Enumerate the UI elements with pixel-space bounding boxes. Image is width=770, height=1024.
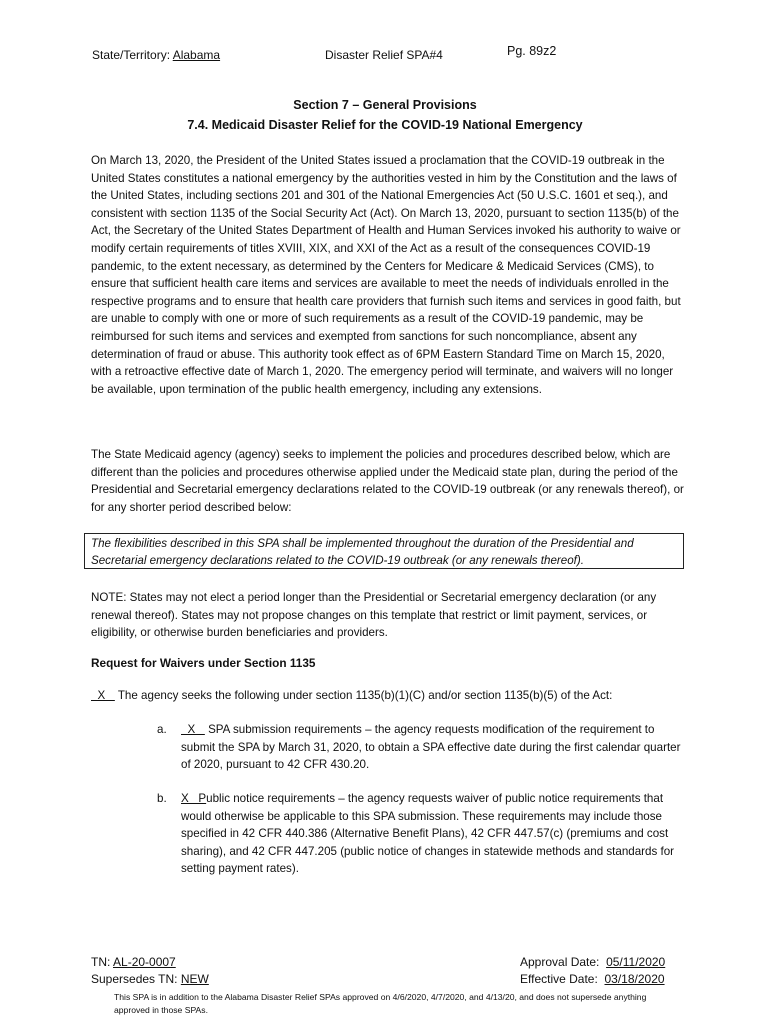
- effective-value: 03/18/2020: [604, 972, 665, 986]
- spa-title: Disaster Relief SPA#4: [325, 48, 443, 62]
- flexibility-statement-box: The flexibilities described in this SPA shall be implemented throughout the duration of the Presidential and Secretarial emergency declarations related to the COVID-19 outbreak (or any renewals thereof).: [84, 533, 684, 569]
- note-paragraph: NOTE: States may not elect a period longer than the Presidential or Secretarial emergency declaration (or any renewal thereof). States may not propose changes on this template that restrict or limit payment, services, or eligibility, or otherwise burden beneficiaries and providers.: [91, 591, 657, 640]
- tn-label: TN:: [91, 955, 111, 969]
- waiver-checkmark: X: [91, 689, 115, 702]
- item-checkmark: X P: [181, 792, 207, 805]
- section-title: Section 7 – General Provisions: [293, 98, 477, 112]
- footer-tn-block: [91, 954, 209, 988]
- tn-value: AL-20-0007: [113, 955, 176, 969]
- approval-label: Approval Date:: [520, 955, 600, 969]
- agency-paragraph: The State Medicaid agency (agency) seeks to implement the policies and procedures described below, which are different than the policies and procedures otherwise applied under the Medicaid state plan, during the period of the Presidential and Secretarial emergency declarations related to the COVID-19 outbreak (or any renewals thereof), or for any shorter period described below:: [91, 448, 684, 514]
- item-body: SPA submission requirements – the agency requests modification of the requirement to submit the SPA by March 31, 2020, to obtain a SPA effective date during the first calendar quarter of 2020, pursuant to 42 CFR 430.20.: [181, 723, 681, 772]
- waiver-request-line: [91, 689, 612, 702]
- intro-paragraph: On March 13, 2020, the President of the United States issued a proclamation that the COVID-19 outbreak in the United States constitutes a national emergency by the authorities vested in him by the Constitution and the laws of the United States, including sections 201 and 301 of the National Emergencies Act (50 U.S.C. 1601 et seq.), and consistent with section 1135 of the Social Security Act (Act). On March 13, 2020, pursuant to section 1135(b) of the Act, the Secretary of the United States Department of Health and Human Services invoked his authority to waive or modify certain requirements of titles XVIII, XIX, and XXI of the Act as a result of the consequences COVID-19 pandemic, to the extent necessary, as determined by the Centers for Medicare & Medicaid Services (CMS), to ensure that sufficient health care items and services are available to meet the needs of individuals enrolled in the respective programs and to ensure that health care providers that furnish such items and services in good faith, but are unable to comply with one or more of such requirements as a result of the COVID-19 pandemic, may be reimbursed for such items and services and exempted from sanctions for such noncompliance, absent any determination of fraud or abuse. This authority took effect as of 6PM Eastern Standard Time on March 15, 2020, with a retroactive effective date of March 1, 2020. The emergency period will terminate, and waivers will no longer be available, upon termination of the public health emergency, including any extensions.: [91, 154, 681, 396]
- item-text: [181, 790, 681, 878]
- footer-note: This SPA is in addition to the Alabama Disaster Relief SPAs approved on 4/6/2020, 4/7/2020, and 4/13/20, and does not supersede anything approved in those SPAs.: [114, 992, 647, 1015]
- state-territory: [92, 48, 220, 62]
- supersedes-label: Supersedes TN:: [91, 972, 178, 986]
- state-label: State/Territory:: [92, 48, 171, 62]
- waivers-heading: Request for Waivers under Section 1135: [91, 656, 316, 670]
- page-number: Pg. 89z2: [507, 44, 557, 58]
- approval-value: 05/11/2020: [606, 955, 666, 969]
- item-text: [181, 721, 681, 774]
- subsection-title: 7.4. Medicaid Disaster Relief for the COVID-19 National Emergency: [187, 118, 583, 132]
- waiver-request-text: The agency seeks the following under section 1135(b)(1)(C) and/or section 1135(b)(5) of the Act:: [114, 689, 613, 702]
- effective-label: Effective Date:: [520, 972, 598, 986]
- item-label: b.: [157, 792, 167, 805]
- state-value: Alabama: [172, 48, 221, 62]
- item-checkmark: X: [181, 723, 205, 736]
- item-body: ublic notice requirements – the agency requests waiver of public notice requirements that would otherwise be applicable to this SPA submission. These requirements may include those specified in 42 CFR 440.386 (Alternative Benefit Plans), 42 CFR 447.57(c) (premiums and cost sharing), and 42 CFR 447.205 (public notice of changes in statewide methods and standards for setting payment rates).: [181, 792, 675, 876]
- item-label: a.: [157, 723, 167, 736]
- footer-date-block: [520, 954, 665, 988]
- supersedes-value: NEW: [180, 972, 209, 986]
